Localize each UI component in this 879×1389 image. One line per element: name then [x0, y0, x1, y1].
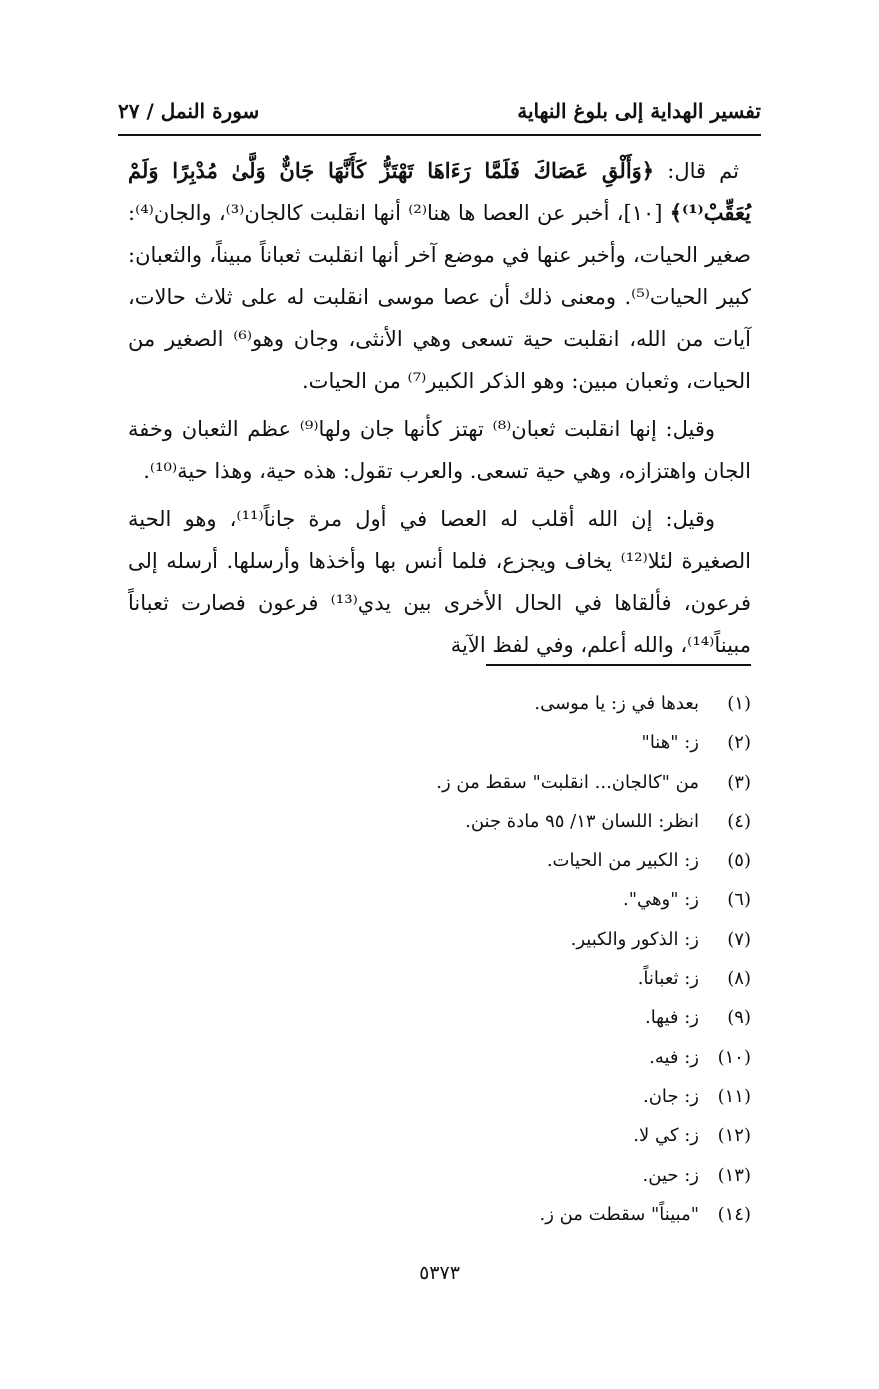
- surah-page: سورة النمل / ٢٧: [118, 99, 260, 123]
- footnote-number: (٦): [727, 889, 751, 911]
- footnote-number: (١١): [717, 1085, 751, 1107]
- footnote-text: "مبيناً" سقطت من ز.: [539, 1203, 699, 1225]
- book-title: تفسير الهداية إلى بلوغ النهاية: [517, 99, 761, 123]
- page-number: ٥٣٧٣: [419, 1262, 460, 1284]
- footnote-item: [151, 1162, 751, 1201]
- footnote-number: (١٠): [717, 1046, 751, 1068]
- footnote-text: ز: فيه.: [649, 1046, 699, 1068]
- paragraph-2: وقيل: إنها انقلبت ثعبان⁽⁸⁾ تهتز كأنها جان ولها⁽⁹⁾ عظم الثعبان وخفة الجان واهتزازه، وهي حية تسعى. والعرب تقول: هذه حية، وهذا حية⁽¹⁰⁾.: [128, 417, 751, 483]
- header-rule: [118, 134, 761, 136]
- footnote-number: (٥): [727, 850, 751, 872]
- footnote-text: ز: "وهي".: [623, 889, 699, 911]
- footnote-number: (١): [727, 693, 751, 714]
- paragraph-1-text: [١٠]، أخبر عن العصا ها هنا⁽²⁾ أنها انقلبت كالجان⁽³⁾، والجان⁽⁴⁾: صغير الحيات، وأخبر عنها في موضع آخر أنها انقلبت ثعباناً مبيناً، والثعبان: كبير الحيات⁽⁵⁾. ومعنى ذلك أن عصا موسى انقلبت له على ثلاث حالات، آيات من الله، انقلبت حية تسعى وهي الأنثى، وجان وهو⁽⁶⁾ الصغير من الحيات، وثعبان مبين: وهو الذكر الكبير⁽⁷⁾ من الحيات.: [128, 201, 751, 393]
- footnote-number: (٨): [727, 968, 751, 990]
- paragraph-3: وقيل: إن الله أقلب له العصا في أول مرة جاناً⁽¹¹⁾، وهو الحية الصغيرة لئلا⁽¹²⁾ يخاف ويجزع، فلما أنس بها وأخذها وأرسلها. أرسله إلى فرعون، فألقاها في الحال الأخرى بين يدي⁽¹³⁾ فرعون فصارت ثعباناً مبيناً⁽¹⁴⁾، والله أعلم، وفي لفظ الآية: [128, 507, 751, 657]
- footnote-number: (١٢): [717, 1125, 751, 1147]
- footnote-text: ز: ثعباناً.: [637, 968, 699, 990]
- footnote-text: ز: الكبير من الحيات.: [546, 850, 699, 872]
- footnote-text: ز: كي لا.: [633, 1125, 699, 1147]
- footnote-text: انظر: اللسان ١٣/ ٩٥ مادة جنن.: [465, 810, 699, 832]
- footnote-item: [151, 886, 751, 925]
- footnote-text: ز: فيها.: [644, 1007, 699, 1029]
- footnote-item: [151, 1083, 751, 1122]
- footnote-text: ز: "هنا": [641, 732, 699, 754]
- footnote-item: [151, 1201, 751, 1240]
- footnote-text: ز: الذكور والكبير.: [570, 928, 699, 950]
- footnote-number: (١٤): [717, 1203, 751, 1225]
- footnote-item: [151, 1122, 751, 1161]
- quran-verse: ﴿وَأَلْقِ عَصَاكَ فَلَمَّا رَءَاهَا تَهْتَزُّ كَأَنَّهَا جَانٌّ وَلَّىٰ مُدْبِرًا وَلَمْ يُعَقِّبْ⁽¹⁾﴾: [128, 158, 751, 225]
- footnote-item: [151, 965, 751, 1004]
- footnote-item: [151, 690, 751, 729]
- footnote-number: (٣): [727, 771, 751, 793]
- footnote-number: (٤): [727, 810, 751, 832]
- footnote-item: [151, 926, 751, 965]
- footnote-item: [151, 1004, 751, 1043]
- footnote-number: (٩): [727, 1007, 751, 1029]
- footnote-number: (١٣): [717, 1164, 751, 1186]
- footnote-item: [151, 729, 751, 768]
- footnote-item: [151, 769, 751, 808]
- main-text: [128, 150, 751, 672]
- footnote-text: بعدها في ز: يا موسى.: [534, 693, 699, 714]
- paragraph-1-lead: ثم قال:: [667, 159, 739, 183]
- running-header: [118, 96, 761, 126]
- footnotes: [151, 690, 751, 1240]
- footnote-number: (٧): [727, 928, 751, 950]
- footnote-number: (٢): [727, 732, 751, 754]
- footnote-rule: [486, 664, 751, 666]
- footnote-text: ز: جان.: [642, 1085, 699, 1107]
- footnote-item: [151, 1044, 751, 1083]
- footnote-text: ز: حين.: [642, 1164, 699, 1186]
- footnote-item: [151, 847, 751, 886]
- paragraph-1: [128, 150, 751, 402]
- footnote-item: [151, 808, 751, 847]
- footnote-text: من "كالجان... انقلبت" سقط من ز.: [436, 771, 699, 793]
